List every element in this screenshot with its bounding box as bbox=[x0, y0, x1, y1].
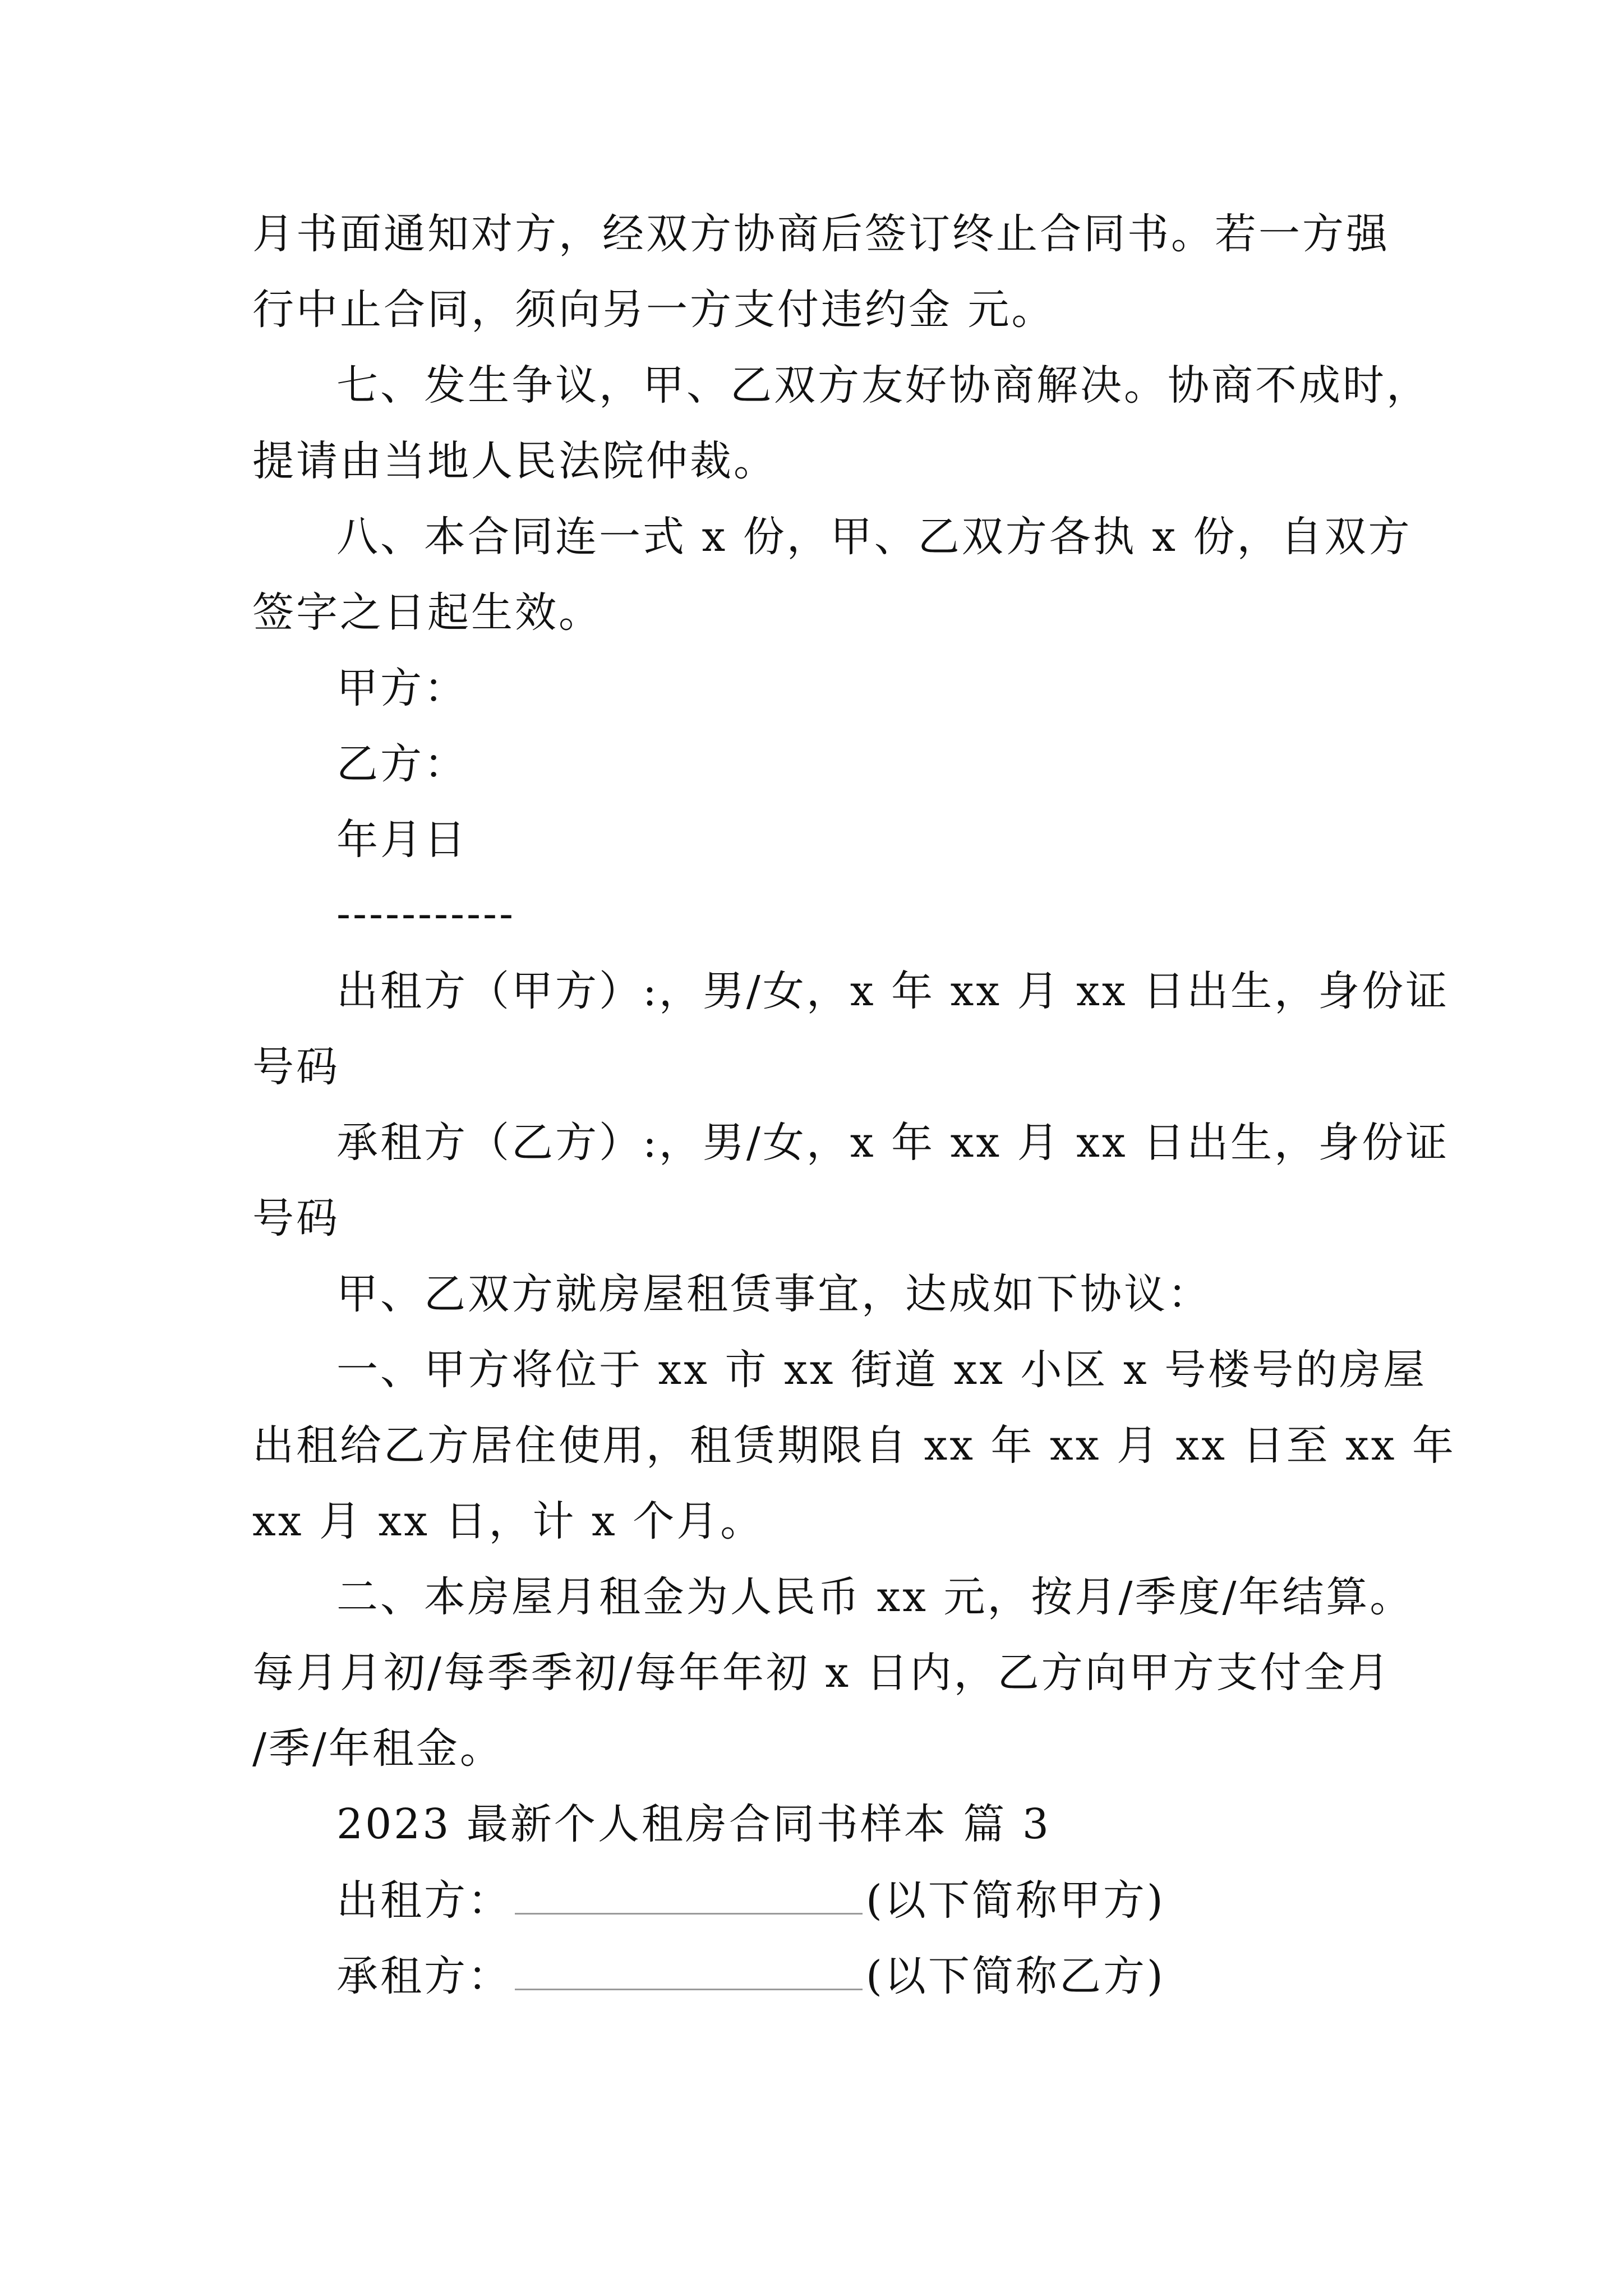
lessor-suffix: (以下简称甲方) bbox=[866, 1876, 1165, 1925]
lessor-name-blank[interactable] bbox=[515, 1879, 863, 1915]
clause-one: 一、甲方将位于 xx 市 xx 街道 xx 小区 x 号楼号的房屋 bbox=[336, 1346, 1427, 1394]
date-label: 年月日 bbox=[336, 816, 468, 864]
paragraph-line: 行中止合同，须向另一方支付违约金 元。 bbox=[252, 286, 1055, 334]
clause-two: 二、本房屋月租金为人民币 xx 元，按月/季度/年结算。 bbox=[336, 1573, 1414, 1621]
paragraph-line: 月书面通知对方，经双方协商后签订终止合同书。若一方强 bbox=[252, 210, 1390, 258]
clause-seven: 七、发生争议，甲、乙双方友好协商解决。协商不成时， bbox=[336, 361, 1430, 409]
lessor-info: 出租方（甲方）:，男/女，x 年 xx 月 xx 日出生，身份证 bbox=[336, 967, 1450, 1015]
paragraph-line: xx 月 xx 日，计 x 个月。 bbox=[252, 1497, 764, 1545]
paragraph-line: 每月月初/每季季初/每年年初 x 日内，乙方向甲方支付全月 bbox=[252, 1649, 1391, 1697]
paragraph-line: 号码 bbox=[252, 1194, 340, 1243]
agreement-intro: 甲、乙双方就房屋租赁事宜，达成如下协议： bbox=[336, 1270, 1211, 1318]
section-heading: 2023 最新个人租房合同书样本 篇 3 bbox=[336, 1800, 1051, 1848]
lessee-label: 承租方： bbox=[336, 1952, 511, 2000]
lessor-line bbox=[336, 1876, 1165, 1925]
paragraph-line: 号码 bbox=[252, 1043, 340, 1091]
lessee-suffix: (以下简称乙方) bbox=[866, 1952, 1165, 2000]
lessor-label: 出租方： bbox=[336, 1876, 511, 1925]
lessee-name-blank[interactable] bbox=[515, 1955, 863, 1990]
paragraph-line: 签字之日起生效。 bbox=[252, 588, 602, 637]
party-b-signature-label: 乙方： bbox=[336, 740, 468, 788]
lessee-info: 承租方（乙方）:，男/女，x 年 xx 月 xx 日出生，身份证 bbox=[336, 1119, 1450, 1167]
lessee-line bbox=[336, 1952, 1165, 2000]
clause-eight: 八、本合同连一式 x 份，甲、乙双方各执 x 份，自双方 bbox=[336, 513, 1412, 561]
paragraph-line: 提请由当地人民法院仲裁。 bbox=[252, 437, 777, 485]
section-divider: ----------- bbox=[336, 890, 516, 938]
paragraph-line: 出租给乙方居住使用，租赁期限自 xx 年 xx 月 xx 日至 xx 年 bbox=[252, 1421, 1456, 1470]
party-a-signature-label: 甲方： bbox=[336, 664, 468, 712]
paragraph-line: /季/年租金。 bbox=[252, 1724, 504, 1773]
